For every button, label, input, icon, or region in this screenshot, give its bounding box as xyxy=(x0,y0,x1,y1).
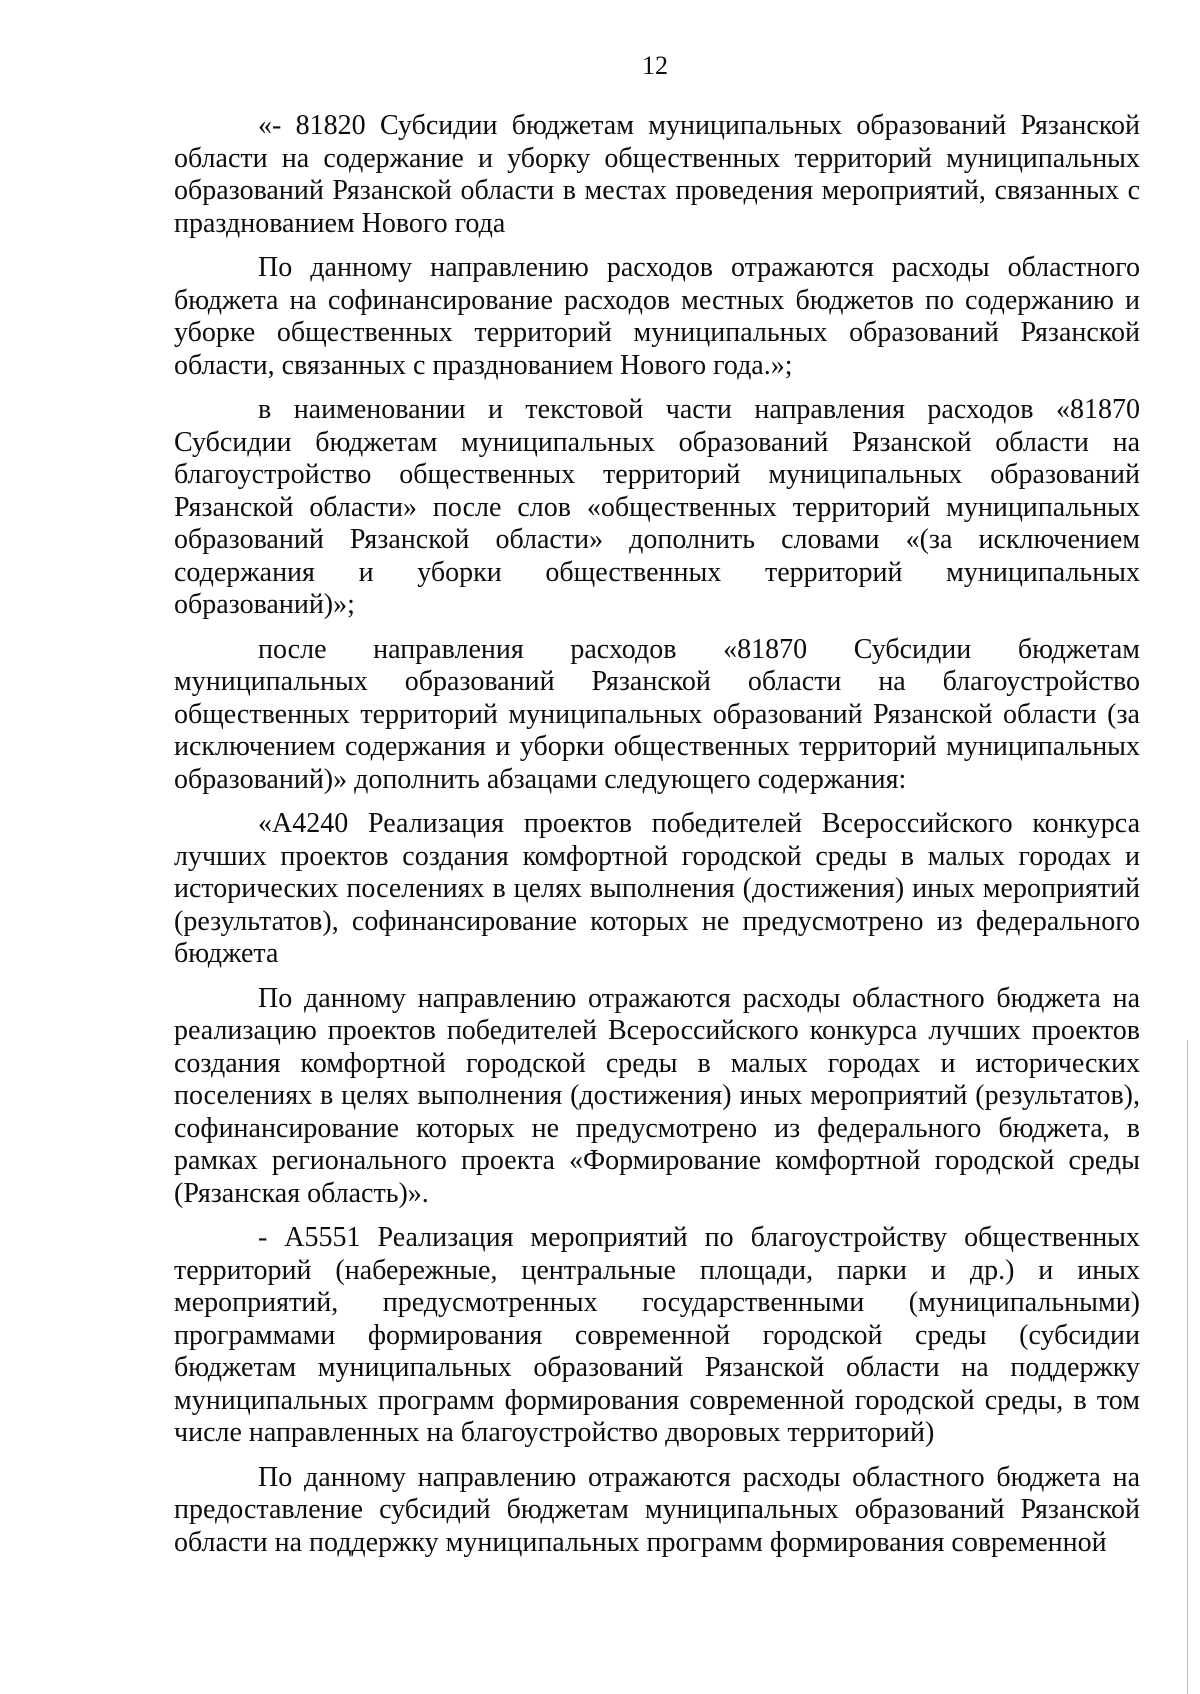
scan-edge-line xyxy=(1187,1040,1188,1694)
paragraph-81820-description: По данному направлению расходов отражаются расходы областного бюджета на софинансирование расходов местных бюджетов по содержанию и уборке общественных территорий муниципальных образований Рязанской области, связанных с празднованием Нового года.»; xyxy=(174,252,1140,381)
paragraph-a5551-description: По данному направлению отражаются расходы областного бюджета на предоставление субсидий бюджетам муниципальных образований Рязанской области на поддержку муниципальных программ формирования современной xyxy=(174,1461,1140,1558)
paragraph-a5551-title: - А5551 Реализация мероприятий по благоустройству общественных территорий (набережные, центральные площади, парки и др.) и иных мероприятий, предусмотренных государственными (муниципальными) программами формирования современной городской среды (субсидии бюджетам муниципальных образований Рязанской области на поддержку муниципальных программ формирования современной городской среды, в том числе направленных на благоустройство дворовых территорий) xyxy=(174,1222,1140,1448)
document-body xyxy=(174,110,1140,1571)
page-number: 12 xyxy=(642,51,668,80)
paragraph-a4240-title: «А4240 Реализация проектов победителей Всероссийского конкурса лучших проектов создания комфортной городской среды в малых городах и исторических поселениях в целях выполнения (достижения) иных мероприятий (результатов), софинансирование которых не предусмотрено из федерального бюджета xyxy=(174,808,1140,969)
paragraph-a4240-description: По данному направлению отражаются расходы областного бюджета на реализацию проектов победителей Всероссийского конкурса лучших проектов создания комфортной городской среды в малых городах и исторических поселениях в целях выполнения (достижения) иных мероприятий (результатов), софинансирование которых не предусмотрено из федерального бюджета, в рамках регионального проекта «Формирование комфортной городской среды (Рязанская область)». xyxy=(174,982,1140,1209)
paragraph-81870-addition: после направления расходов «81870 Субсидии бюджетам муниципальных образований Рязанской области на благоустройство общественных территорий муниципальных образований Рязанской области (за исключением содержания и уборки общественных территорий муниципальных образований)» дополнить абзацами следующего содержания: xyxy=(174,633,1140,795)
paragraph-81870-amendment: в наименовании и текстовой части направления расходов «81870 Субсидии бюджетам муниципальных образований Рязанской области на благоустройство общественных территорий муниципальных образований Рязанской области» после слов «общественных территорий муниципальных образований Рязанской области» дополнить словами «(за исключением содержания и уборки общественных территорий муниципальных образований)»; xyxy=(174,394,1140,620)
paragraph-81820-title: «- 81820 Субсидии бюджетам муниципальных образований Рязанской области на содержание и уборку общественных территорий муниципальных образований Рязанской области в местах проведения мероприятий, связанных с празднованием Нового года xyxy=(174,110,1140,239)
